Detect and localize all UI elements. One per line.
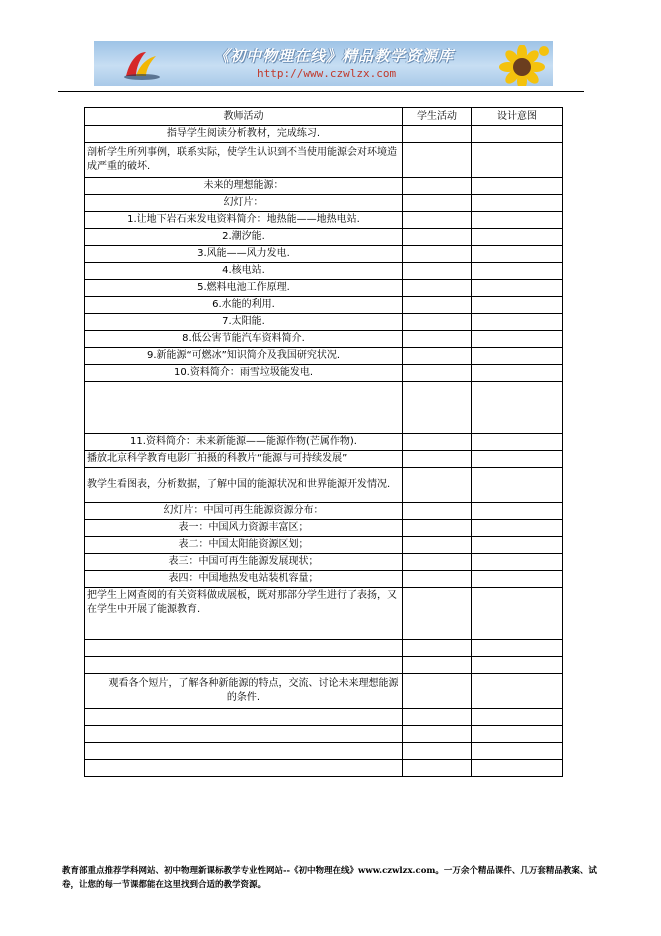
- table-row: [85, 451, 563, 468]
- sunflower-icon: [492, 45, 552, 86]
- header-divider: [58, 91, 584, 92]
- intent-cell: [472, 640, 563, 657]
- student-cell: [403, 229, 472, 246]
- site-banner: [94, 41, 553, 86]
- table-row: [85, 760, 563, 777]
- teacher-cell: 1.让地下岩石来发电资料简介：地热能——地热电站.: [85, 212, 403, 229]
- header-teacher-activity: 教师活动: [85, 108, 403, 126]
- intent-cell: [472, 554, 563, 571]
- student-cell: [403, 178, 472, 195]
- intent-cell: [472, 263, 563, 280]
- intent-cell: [472, 195, 563, 212]
- student-cell: [403, 382, 472, 434]
- teacher-cell: 10.资料简介：雨雪垃圾能发电.: [85, 365, 403, 382]
- table-row: [85, 640, 563, 657]
- intent-cell: [472, 657, 563, 674]
- student-cell: [403, 640, 472, 657]
- table-row: [85, 348, 563, 365]
- table-row: [85, 126, 563, 143]
- student-cell: [403, 657, 472, 674]
- student-cell: [403, 503, 472, 520]
- intent-cell: [472, 537, 563, 554]
- table-row: [85, 263, 563, 280]
- site-logo-icon: [120, 46, 164, 82]
- intent-cell: [472, 726, 563, 743]
- intent-cell: [472, 126, 563, 143]
- intent-cell: [472, 348, 563, 365]
- teacher-cell: [85, 726, 403, 743]
- table-row: [85, 468, 563, 503]
- student-cell: [403, 468, 472, 503]
- teacher-cell: 播放北京科学教育电影厂拍摄的科教片“能源与可持续发展”: [85, 451, 403, 468]
- intent-cell: [472, 434, 563, 451]
- teacher-cell: [85, 760, 403, 777]
- teacher-cell: 8.低公害节能汽车资料简介.: [85, 331, 403, 348]
- student-cell: [403, 348, 472, 365]
- teacher-cell: [85, 640, 403, 657]
- teacher-cell: 剖析学生所列事例，联系实际，使学生认识到不当使用能源会对环境造成严重的破坏.: [85, 143, 403, 178]
- student-cell: [403, 434, 472, 451]
- table-row: [85, 571, 563, 588]
- intent-cell: [472, 229, 563, 246]
- teacher-cell: 指导学生阅读分析教材，完成练习.: [85, 126, 403, 143]
- table-row: [85, 297, 563, 314]
- teacher-cell: 4.核电站.: [85, 263, 403, 280]
- teacher-cell: [85, 657, 403, 674]
- intent-cell: [472, 709, 563, 726]
- student-cell: [403, 760, 472, 777]
- student-cell: [403, 537, 472, 554]
- table-row: [85, 709, 563, 726]
- table-row: [85, 657, 563, 674]
- table-row: [85, 434, 563, 451]
- intent-cell: [472, 280, 563, 297]
- intent-cell: [472, 743, 563, 760]
- student-cell: [403, 726, 472, 743]
- student-cell: [403, 297, 472, 314]
- teacher-cell: 把学生上网查阅的有关资料做成展板，既对那部分学生进行了表扬，又在学生中开展了能源教育.: [85, 588, 403, 640]
- intent-cell: [472, 178, 563, 195]
- student-cell: [403, 451, 472, 468]
- student-cell: [403, 554, 472, 571]
- table-row: [85, 195, 563, 212]
- page-footer: 教育部重点推荐学科网站、初中物理新课标教学专业性网站--《初中物理在线》www.czwlzx.com。一万余个精品课件、几万套精品教案、试卷，让您的每一节课都能在这里找到合适的教学资源。: [62, 866, 597, 890]
- banner-title: 《初中物理在线》精品教学资源库: [214, 47, 455, 65]
- header-design-intent: 设计意图: [472, 108, 563, 126]
- intent-cell: [472, 520, 563, 537]
- table-row: [85, 314, 563, 331]
- teacher-cell: 7.太阳能.: [85, 314, 403, 331]
- intent-cell: [472, 588, 563, 640]
- table-row: [85, 726, 563, 743]
- table-row: [85, 674, 563, 709]
- table-row: [85, 229, 563, 246]
- intent-cell: [472, 314, 563, 331]
- teacher-cell: 表三：中国可再生能源发展现状；: [85, 554, 403, 571]
- teacher-cell: 11.资料简介：未来新能源——能源作物(芒属作物).: [85, 434, 403, 451]
- student-cell: [403, 709, 472, 726]
- intent-cell: [472, 760, 563, 777]
- student-cell: [403, 212, 472, 229]
- table-row: [85, 365, 563, 382]
- table-row: [85, 331, 563, 348]
- table-row: [85, 212, 563, 229]
- header-student-activity: 学生活动: [403, 108, 472, 126]
- intent-cell: [472, 246, 563, 263]
- table-row: [85, 503, 563, 520]
- intent-cell: [472, 503, 563, 520]
- student-cell: [403, 263, 472, 280]
- student-cell: [403, 331, 472, 348]
- teacher-cell: 9.新能源“可燃冰”知识简介及我国研究状况.: [85, 348, 403, 365]
- teacher-cell: 观看各个短片，了解各种新能源的特点，交流、讨论未来理想能源的条件.: [85, 674, 403, 709]
- table-row: [85, 382, 563, 434]
- teacher-cell: 幻灯片：中国可再生能源资源分布：: [85, 503, 403, 520]
- teacher-cell: [85, 382, 403, 434]
- teacher-cell: 5.燃料电池工作原理.: [85, 280, 403, 297]
- teacher-cell: [85, 709, 403, 726]
- student-cell: [403, 520, 472, 537]
- intent-cell: [472, 674, 563, 709]
- student-cell: [403, 143, 472, 178]
- intent-cell: [472, 451, 563, 468]
- intent-cell: [472, 571, 563, 588]
- student-cell: [403, 314, 472, 331]
- table-row: [85, 143, 563, 178]
- table-row: [85, 537, 563, 554]
- student-cell: [403, 126, 472, 143]
- table-row: [85, 743, 563, 760]
- student-cell: [403, 588, 472, 640]
- teacher-cell: 表二：中国太阳能资源区划；: [85, 537, 403, 554]
- teacher-cell: 6.水能的利用.: [85, 297, 403, 314]
- intent-cell: [472, 297, 563, 314]
- table-row: [85, 178, 563, 195]
- table-row: [85, 246, 563, 263]
- teacher-cell: 2.潮汐能.: [85, 229, 403, 246]
- intent-cell: [472, 365, 563, 382]
- intent-cell: [472, 468, 563, 503]
- teacher-cell: 未来的理想能源：: [85, 178, 403, 195]
- teacher-cell: 表四：中国地热发电站装机容量；: [85, 571, 403, 588]
- lesson-activity-table: [84, 107, 563, 777]
- intent-cell: [472, 382, 563, 434]
- table-row: [85, 280, 563, 297]
- student-cell: [403, 195, 472, 212]
- teacher-cell: 幻灯片：: [85, 195, 403, 212]
- table-row: [85, 520, 563, 537]
- student-cell: [403, 571, 472, 588]
- table-row: [85, 554, 563, 571]
- intent-cell: [472, 331, 563, 348]
- student-cell: [403, 280, 472, 297]
- teacher-cell: 表一：中国风力资源丰富区；: [85, 520, 403, 537]
- table-row: [85, 588, 563, 640]
- teacher-cell: 教学生看图表，分析数据，了解中国的能源状况和世界能源开发情况.: [85, 468, 403, 503]
- student-cell: [403, 743, 472, 760]
- student-cell: [403, 246, 472, 263]
- student-cell: [403, 365, 472, 382]
- teacher-cell: 3.风能——风力发电.: [85, 246, 403, 263]
- student-cell: [403, 674, 472, 709]
- banner-url[interactable]: http://www.czwlzx.com: [257, 67, 397, 80]
- intent-cell: [472, 212, 563, 229]
- intent-cell: [472, 143, 563, 178]
- teacher-cell: [85, 743, 403, 760]
- table-header-row: [85, 108, 563, 126]
